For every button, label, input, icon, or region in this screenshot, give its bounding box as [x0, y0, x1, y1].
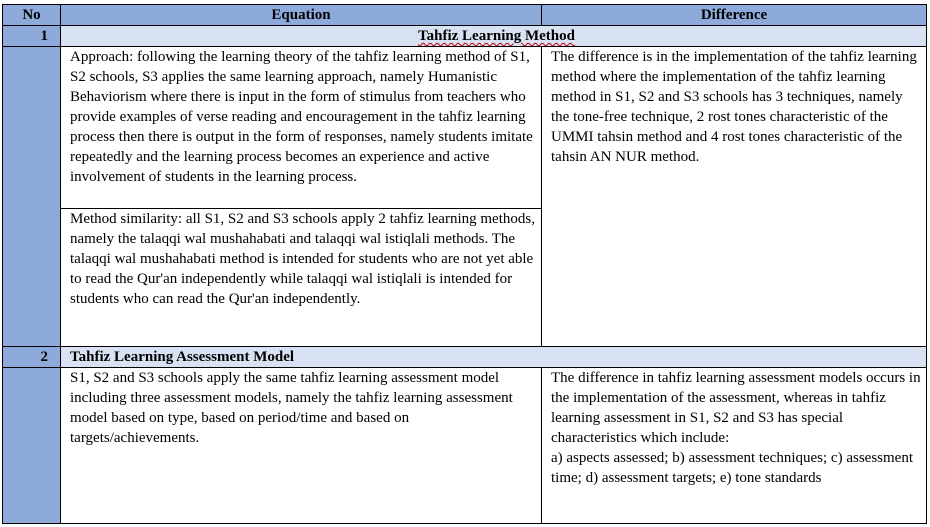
- section-1-method-text: Method similarity: all S1, S2 and S3 schools apply 2 tahfiz learning methods, namely the talaqqi wal mushahabati and talaqqi wal istiqlali methods. The talaqqi wal mushahabati method is intended for students who are not yet able to read the Qur'an independently while talaqqi wal istiqlali is intended for students who can read the Qur'an independently.: [70, 211, 535, 307]
- section-2-equation-cell: [61, 368, 542, 524]
- section-1-no-spacer: [3, 47, 61, 347]
- section-2-content-row: [3, 368, 927, 524]
- section-1-title: Tahfiz Learning Method: [418, 28, 575, 44]
- section-1-approach-cell: [61, 47, 542, 209]
- section-2-equation-text: S1, S2 and S3 schools apply the same tahfiz learning assessment model including three assessment models, namely the tahfiz learning assessment model based on type, based on period/time and based on targets/achievements.: [70, 370, 513, 446]
- header-no: No: [3, 5, 61, 26]
- table-header-row: [3, 5, 927, 26]
- section-2-number: 2: [3, 347, 61, 368]
- section-1-title-cell: [61, 26, 927, 47]
- section-2-title-cell: [61, 347, 927, 368]
- section-1-content-row: [3, 47, 927, 209]
- section-1-approach-text: Approach: following the learning theory of the tahfiz learning method of S1, S2 schools, S3 applies the same learning approach, namely Humanistic Behaviorism where there is input in the form of stimulus from teachers who provide examples of verse reading and encouragement in the tahfiz learning process then there is output in the form of responses, namely students imitate repeatedly and the learning process becomes an experience and active involvement of students in the learning process.: [70, 49, 533, 185]
- section-1-difference-text: The difference is in the implementation of the tahfiz learning method where the implementation of the tahfiz learning method in S1, S2 and S3 schools has 3 techniques, namely the tone-free technique, 2 rost tones characteristic of the UMMI tahsin method and 4 rost tones characteristic of the tahsin AN NUR method.: [551, 49, 917, 165]
- section-2-title: Tahfiz Learning Assessment Model: [70, 349, 295, 365]
- section-2-no-spacer: [3, 368, 61, 524]
- section-1-difference-cell: [542, 47, 927, 347]
- section-2-row: [3, 347, 927, 368]
- section-2-difference-cell: [542, 368, 927, 524]
- section-2-difference-items: a) aspects assessed; b) assessment techniques; c) assessment time; d) assessment targets; e) tone standards: [551, 450, 913, 486]
- section-2-difference-intro: The difference in tahfiz learning assessment models occurs in the implementation of the assessment, whereas in tahfiz learning assessment in S1, S2 and S3 has special characteristics which include:: [551, 370, 921, 446]
- header-equation: Equation: [61, 5, 542, 26]
- section-1-number: 1: [3, 26, 61, 47]
- header-difference: Difference: [542, 5, 927, 26]
- comparison-table-page: [2, 4, 926, 524]
- section-1-row: [3, 26, 927, 47]
- comparison-table: [2, 4, 927, 524]
- section-1-method-cell: [61, 209, 542, 347]
